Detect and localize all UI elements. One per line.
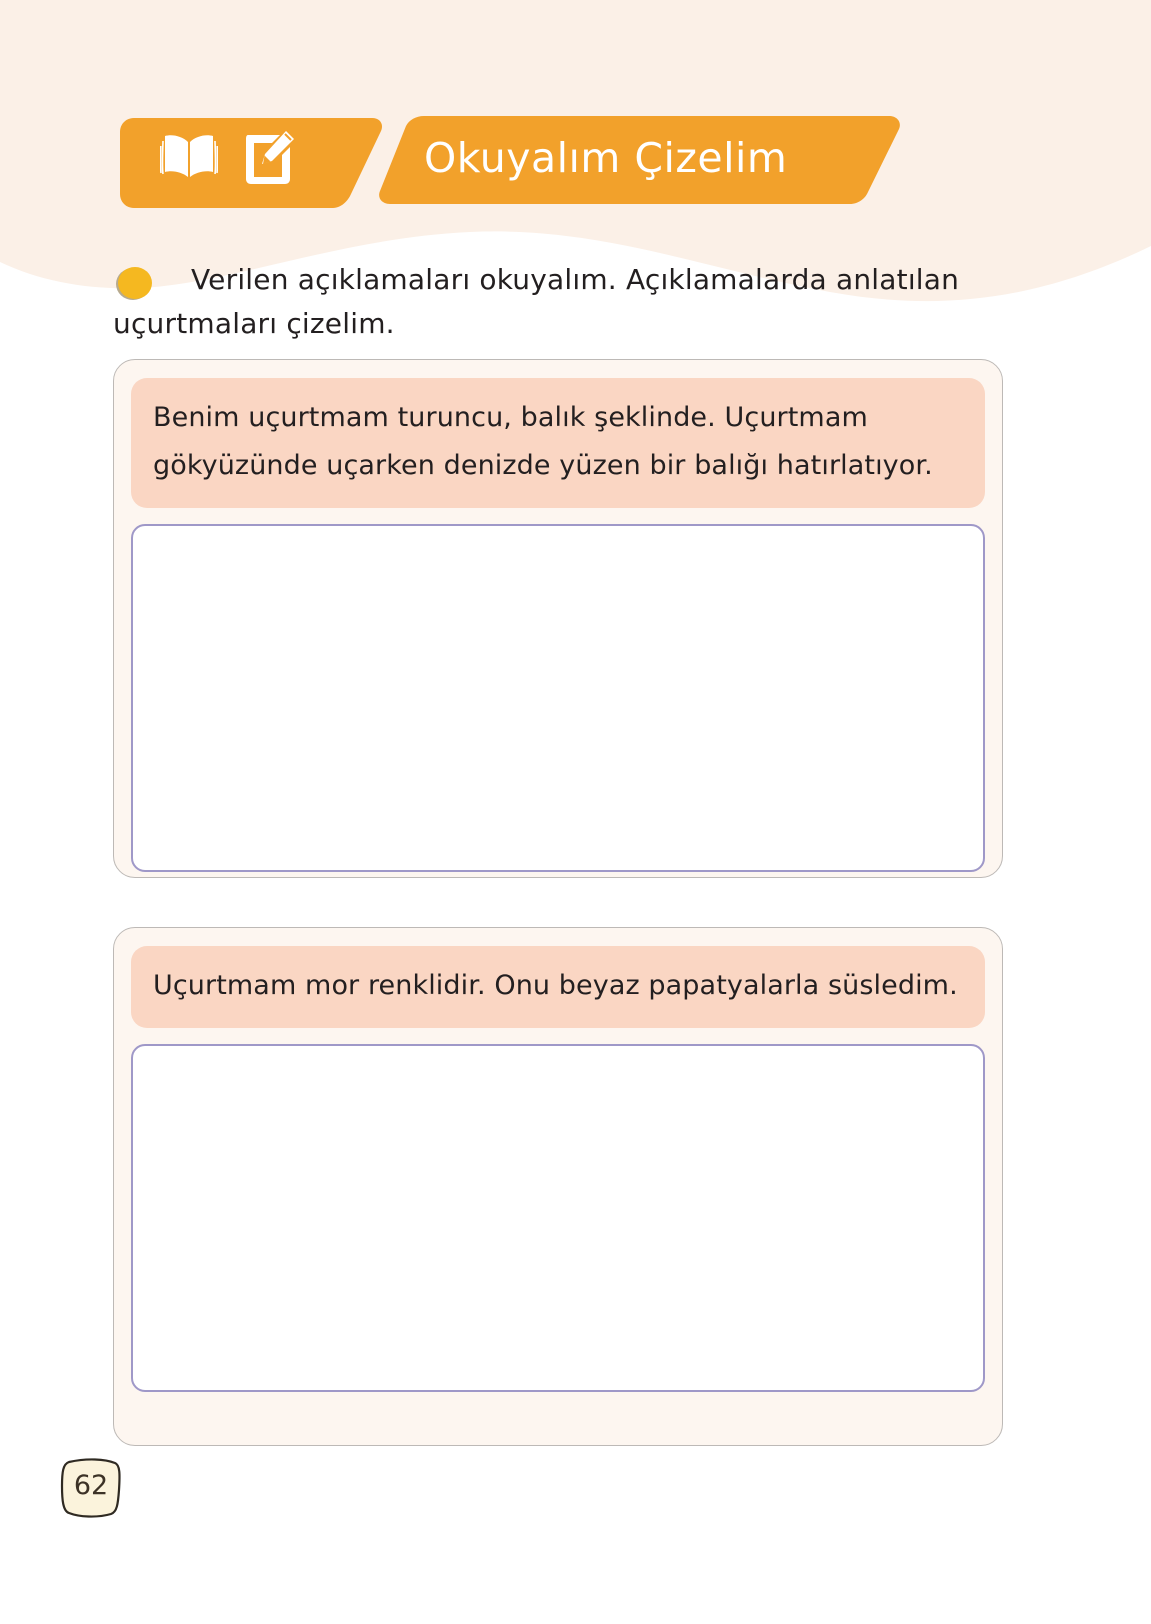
page-number-value: 62 bbox=[73, 1469, 109, 1501]
drawing-area[interactable] bbox=[131, 524, 985, 872]
drawing-area[interactable] bbox=[131, 1044, 985, 1392]
instruction-text: Verilen açıklamaları okuyalım. Açıklamalarda anlatılan uçurtmaları çizelim. bbox=[113, 263, 960, 340]
exercise-card bbox=[113, 927, 1003, 1446]
instruction-block bbox=[113, 258, 993, 346]
prompt-text: Uçurtmam mor renklidir. Onu beyaz papatyalarla süsledim. bbox=[131, 946, 985, 1028]
open-book-icon bbox=[160, 132, 218, 182]
page-title: Okuyalım Çizelim bbox=[424, 134, 788, 182]
pencil-note-icon bbox=[242, 129, 296, 185]
page-number-badge bbox=[57, 1452, 125, 1520]
yellow-dot-icon bbox=[113, 264, 155, 302]
exercise-card bbox=[113, 359, 1003, 878]
prompt-text: Benim uçurtmam turuncu, balık şeklinde. Uçurtmam gökyüzünde uçarken denizde yüzen bir balığı hatırlatıyor. bbox=[131, 378, 985, 508]
header-icon-group bbox=[160, 128, 310, 186]
